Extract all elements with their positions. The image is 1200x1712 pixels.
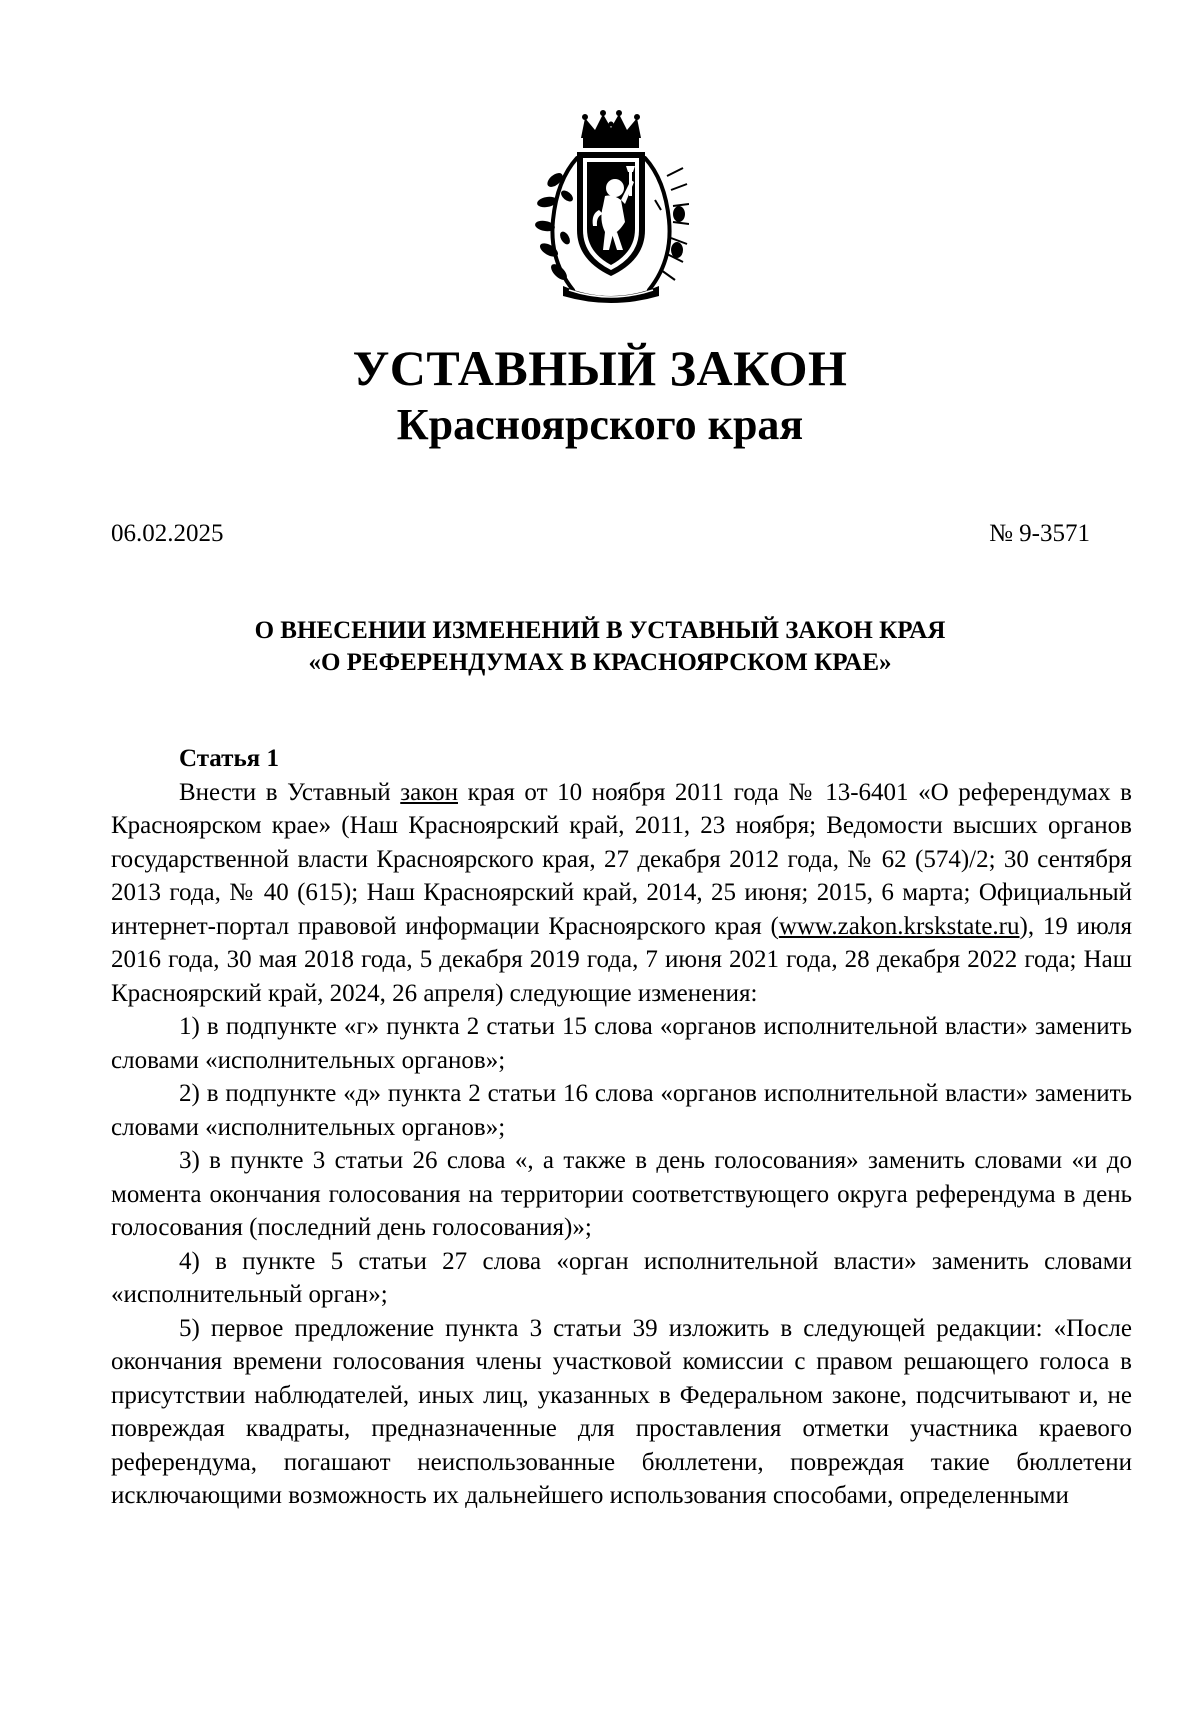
- law-date: 06.02.2025: [111, 520, 224, 547]
- coat-of-arms-icon: [533, 110, 689, 306]
- amendment-item-2: 2) в подпункте «д» пункта 2 статьи 16 слова «органов исполнительной власти» заменить словами «исполнительных органов»;: [111, 1080, 1132, 1141]
- amendment-item-1: 1) в подпункте «г» пункта 2 статьи 15 слова «органов исполнительной власти» заменить словами «исполнительных органов»;: [111, 1013, 1132, 1074]
- law-number: № 9-3571: [989, 520, 1090, 547]
- amendment-item-4: 4) в пункте 5 статьи 27 слова «орган исполнительной власти» заменить словами «исполнительный орган»;: [111, 1247, 1132, 1308]
- law-subject-line-1: О ВНЕСЕНИИ ИЗМЕНЕНИЙ В УСТАВНЫЙ ЗАКОН КРАЯ: [254, 617, 946, 644]
- article-intro-paragraph: [111, 776, 1132, 1011]
- intro-text-start: Внести в Уставный: [179, 778, 401, 806]
- intro-text-middle: края от 10 ноября 2011 года № 13-6401 «О референдумах в Красноярском крае» (Наш Красноярский край, 2011, 23 ноября; Ведомости высших органов государственной власти Красноярского края, 27 декабря 2012 года, № 62 (574)/2; 30 сентября 2013 года, № 40 (615); Наш Красноярский край, 2014, 25 июня; 2015, 6 марта; Официальный интернет-портал правовой информации Красноярского края (: [111, 778, 1132, 940]
- amendment-item-5: 5) первое предложение пункта 3 статьи 39 изложить в следующей редакции: «После окончания времени голосования члены участковой комиссии с правом решающего голоса в присутствии наблюдателей, иных лиц, указанных в Федеральном законе, подсчитывают и, не повреждая квадраты, предназначенные для проставления отметки участника краевого референдума, погашают неиспользованные бюллетени, повреждая такие бюллетени исключающими возможность их дальнейшего использования способами, определенными: [111, 1314, 1132, 1509]
- article-1: [111, 742, 1132, 1513]
- region-title: Красноярского края: [396, 400, 804, 449]
- law-type-title: УСТАВНЫЙ ЗАКОН: [352, 340, 848, 396]
- intro-text-end: ), 19 июля 2016 года, 30 мая 2018 года, 5 декабря 2019 года, 7 июня 2021 года, 28 декабря 2022 года; Наш Красноярский край, 2024, 26 апреля) следующие изменения:: [111, 912, 1132, 1007]
- article-heading: Статья 1: [179, 745, 279, 772]
- law-link[interactable]: закон: [400, 778, 458, 806]
- law-subject-line-2: «О РЕФЕРЕНДУМАХ В КРАСНОЯРСКОМ КРАЕ»: [308, 649, 892, 676]
- portal-link[interactable]: www.zakon.krskstate.ru: [778, 912, 1020, 940]
- amendment-item-3: 3) в пункте 3 статьи 26 слова «, а также в день голосования» заменить словами «и до момента окончания голосования на территории соответствующего округа референдума в день голосования (последний день голосования)»;: [111, 1147, 1132, 1241]
